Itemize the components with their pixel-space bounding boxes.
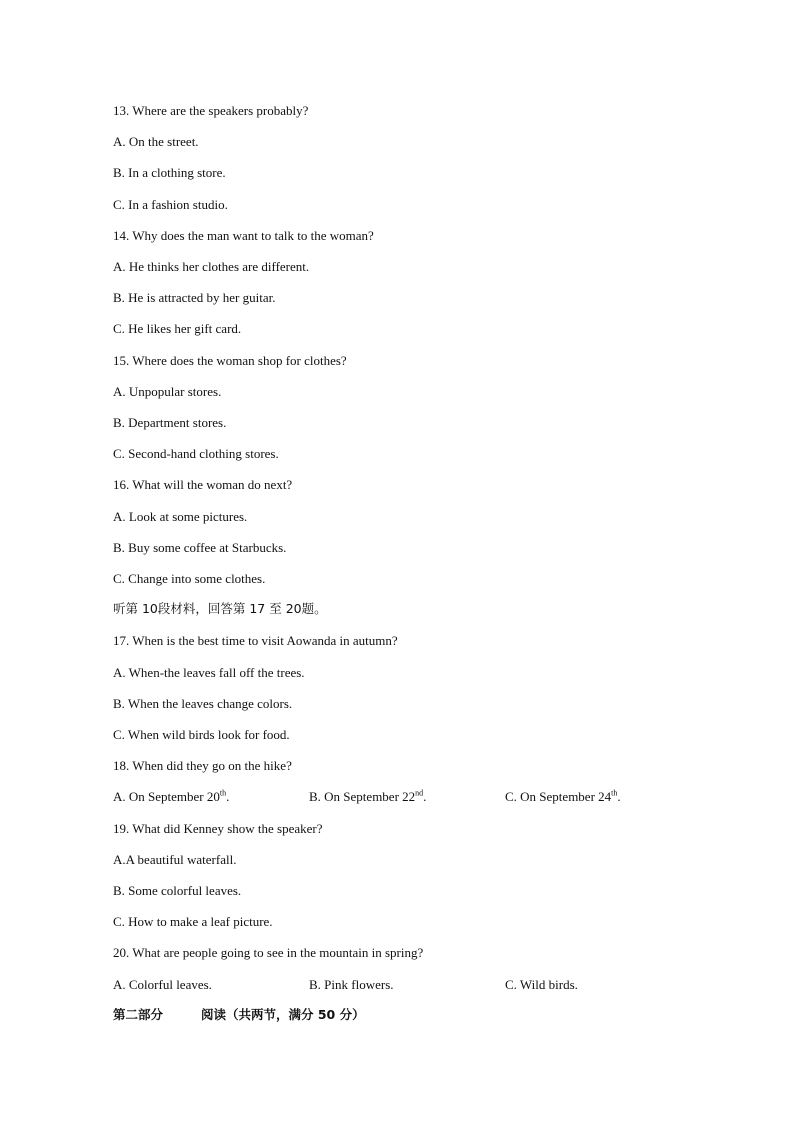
question-15: 15. Where does the woman shop for clothes? bbox=[113, 353, 347, 368]
question-15-option-b: B. Department stores. bbox=[113, 415, 227, 430]
part-two-title: 阅读（共两节，满分 50 分） bbox=[201, 1007, 365, 1022]
question-17: 17. When is the best time to visit Aowanda in autumn? bbox=[113, 633, 398, 648]
question-18-option-b: B. On September 22nd. bbox=[309, 788, 427, 804]
question-14: 14. Why does the man want to talk to the woman? bbox=[113, 228, 374, 243]
question-19-option-c: C. How to make a leaf picture. bbox=[113, 914, 273, 929]
question-20-option-c: C. Wild birds. bbox=[505, 977, 578, 992]
question-13-option-b: B. In a clothing store. bbox=[113, 165, 226, 180]
question-14-option-a: A. He thinks her clothes are different. bbox=[113, 259, 310, 274]
question-18-option-a: A. On September 20th. bbox=[113, 788, 230, 804]
question-17-option-c: C. When wild birds look for food. bbox=[113, 727, 290, 742]
question-19-option-a: A.A beautiful waterfall. bbox=[113, 852, 237, 867]
question-13: 13. Where are the speakers probably? bbox=[113, 103, 309, 118]
question-20-option-a: A. Colorful leaves. bbox=[113, 977, 212, 992]
question-20-option-b: B. Pink flowers. bbox=[309, 977, 394, 992]
section-instruction: 听第 10段材料，回答第 17 至 20题。 bbox=[113, 601, 327, 616]
question-18: 18. When did they go on the hike? bbox=[113, 758, 292, 773]
question-15-option-a: A. Unpopular stores. bbox=[113, 384, 222, 399]
question-17-option-a: A. When-the leaves fall off the trees. bbox=[113, 665, 305, 680]
part-two-label: 第二部分 bbox=[113, 1007, 164, 1022]
question-16: 16. What will the woman do next? bbox=[113, 477, 293, 492]
question-20: 20. What are people going to see in the mountain in spring? bbox=[113, 945, 424, 960]
question-13-option-a: A. On the street. bbox=[113, 134, 199, 149]
question-16-option-b: B. Buy some coffee at Starbucks. bbox=[113, 540, 287, 555]
question-19: 19. What did Kenney show the speaker? bbox=[113, 821, 323, 836]
question-13-option-c: C. In a fashion studio. bbox=[113, 197, 228, 212]
question-18-option-c: C. On September 24th. bbox=[505, 788, 621, 804]
question-16-option-c: C. Change into some clothes. bbox=[113, 571, 266, 586]
question-16-option-a: A. Look at some pictures. bbox=[113, 509, 248, 524]
question-19-option-b: B. Some colorful leaves. bbox=[113, 883, 242, 898]
question-17-option-b: B. When the leaves change colors. bbox=[113, 696, 293, 711]
question-14-option-b: B. He is attracted by her guitar. bbox=[113, 290, 276, 305]
question-15-option-c: C. Second-hand clothing stores. bbox=[113, 446, 279, 461]
question-14-option-c: C. He likes her gift card. bbox=[113, 321, 242, 336]
